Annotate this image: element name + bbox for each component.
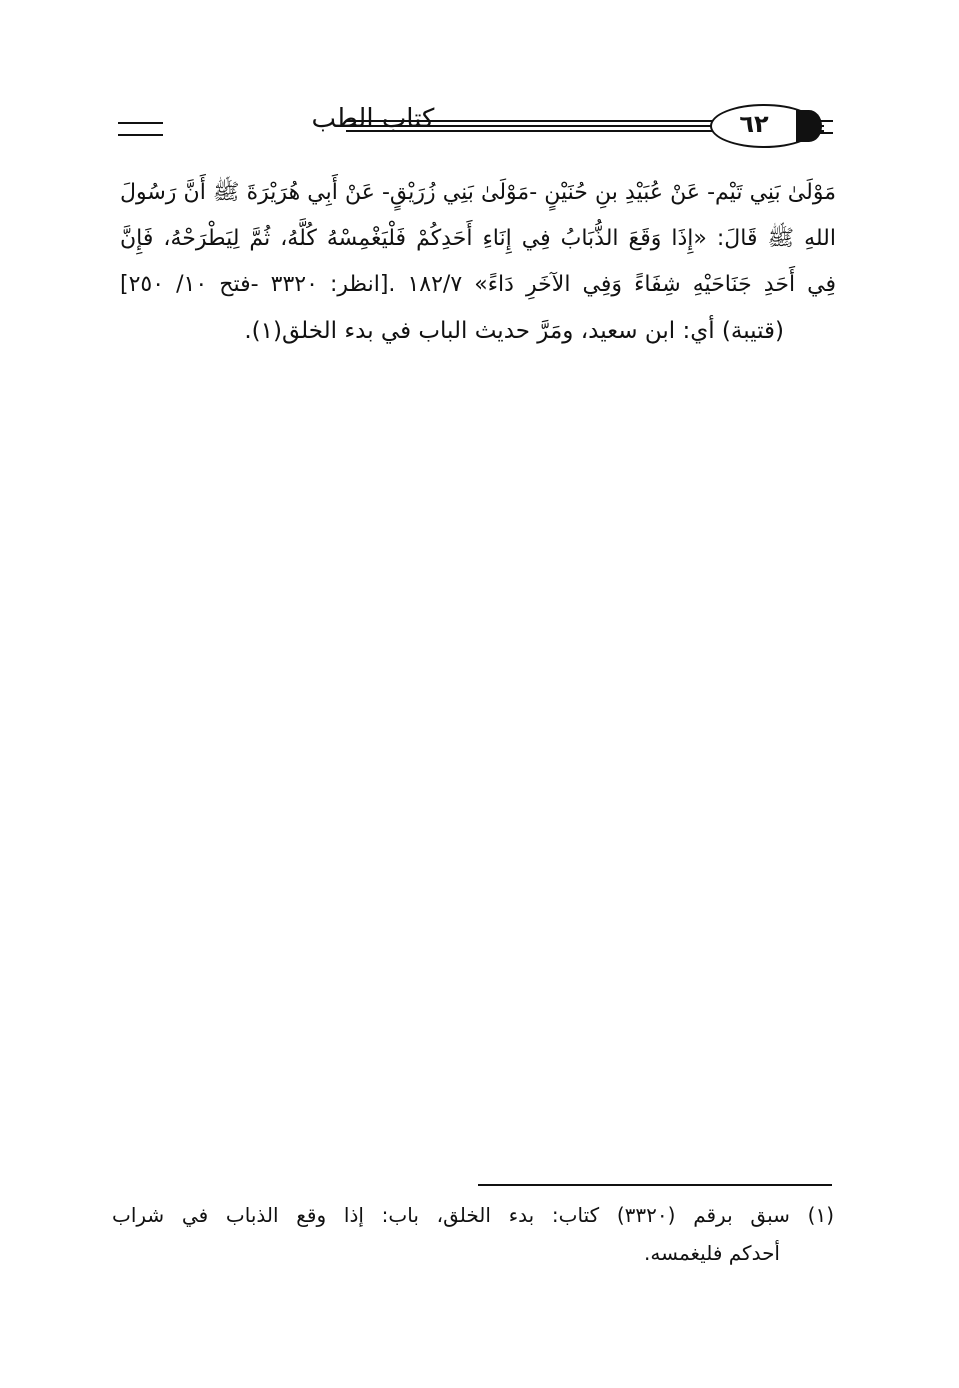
book-title: كتاب الطب xyxy=(311,104,435,134)
text-line: مَوْلَىٰ بَنِي تَيْم- عَنْ عُبَيْدِ بنِ حُنَيْنٍ -مَوْلَىٰ بَنِي زُرَيْقٍ- عَنْ أَبِي هُرَيْرَةَ ﷺ أَنَّ رَسُولَ xyxy=(120,180,836,205)
header-ornament-left xyxy=(118,122,163,136)
text-line: اللهِ ﷺ قَالَ: «إِذَا وَقَعَ الذُّبَابُ فِي إِنَاءِ أَحَدِكُمْ فَلْيَغْمِسْهُ كُلَّهُ، ثُمَّ لِيَطْرَحْهُ، فَإِنَّ xyxy=(120,226,836,251)
header-ornament-right xyxy=(804,120,833,134)
text-line: (قتيبة) أي: ابن سعيد، ومَرَّ حديث الباب في بدء الخلق(١). xyxy=(244,318,784,344)
page-header xyxy=(118,102,833,150)
footnote-separator xyxy=(478,1184,832,1186)
footnote-line: أحدكم فليغمسه. xyxy=(644,1241,780,1265)
main-text xyxy=(120,170,836,354)
page-number-badge xyxy=(710,104,818,148)
footnote-line: (١) سبق برقم (٣٣٢٠) كتاب: بدء الخلق، باب: إذا وقع الذباب في شراب xyxy=(112,1203,834,1227)
page-number: ٦٢ xyxy=(739,110,769,138)
text-line: فِي أَحَدِ جَنَاحَيْهِ شِفَاءً وَفِي الآخَرِ دَاءً» ١٨٢/٧ .[انظر: ٣٣٢٠ -فتح ١٠/ ٢٥٠] xyxy=(120,272,836,297)
footnote xyxy=(112,1196,834,1272)
